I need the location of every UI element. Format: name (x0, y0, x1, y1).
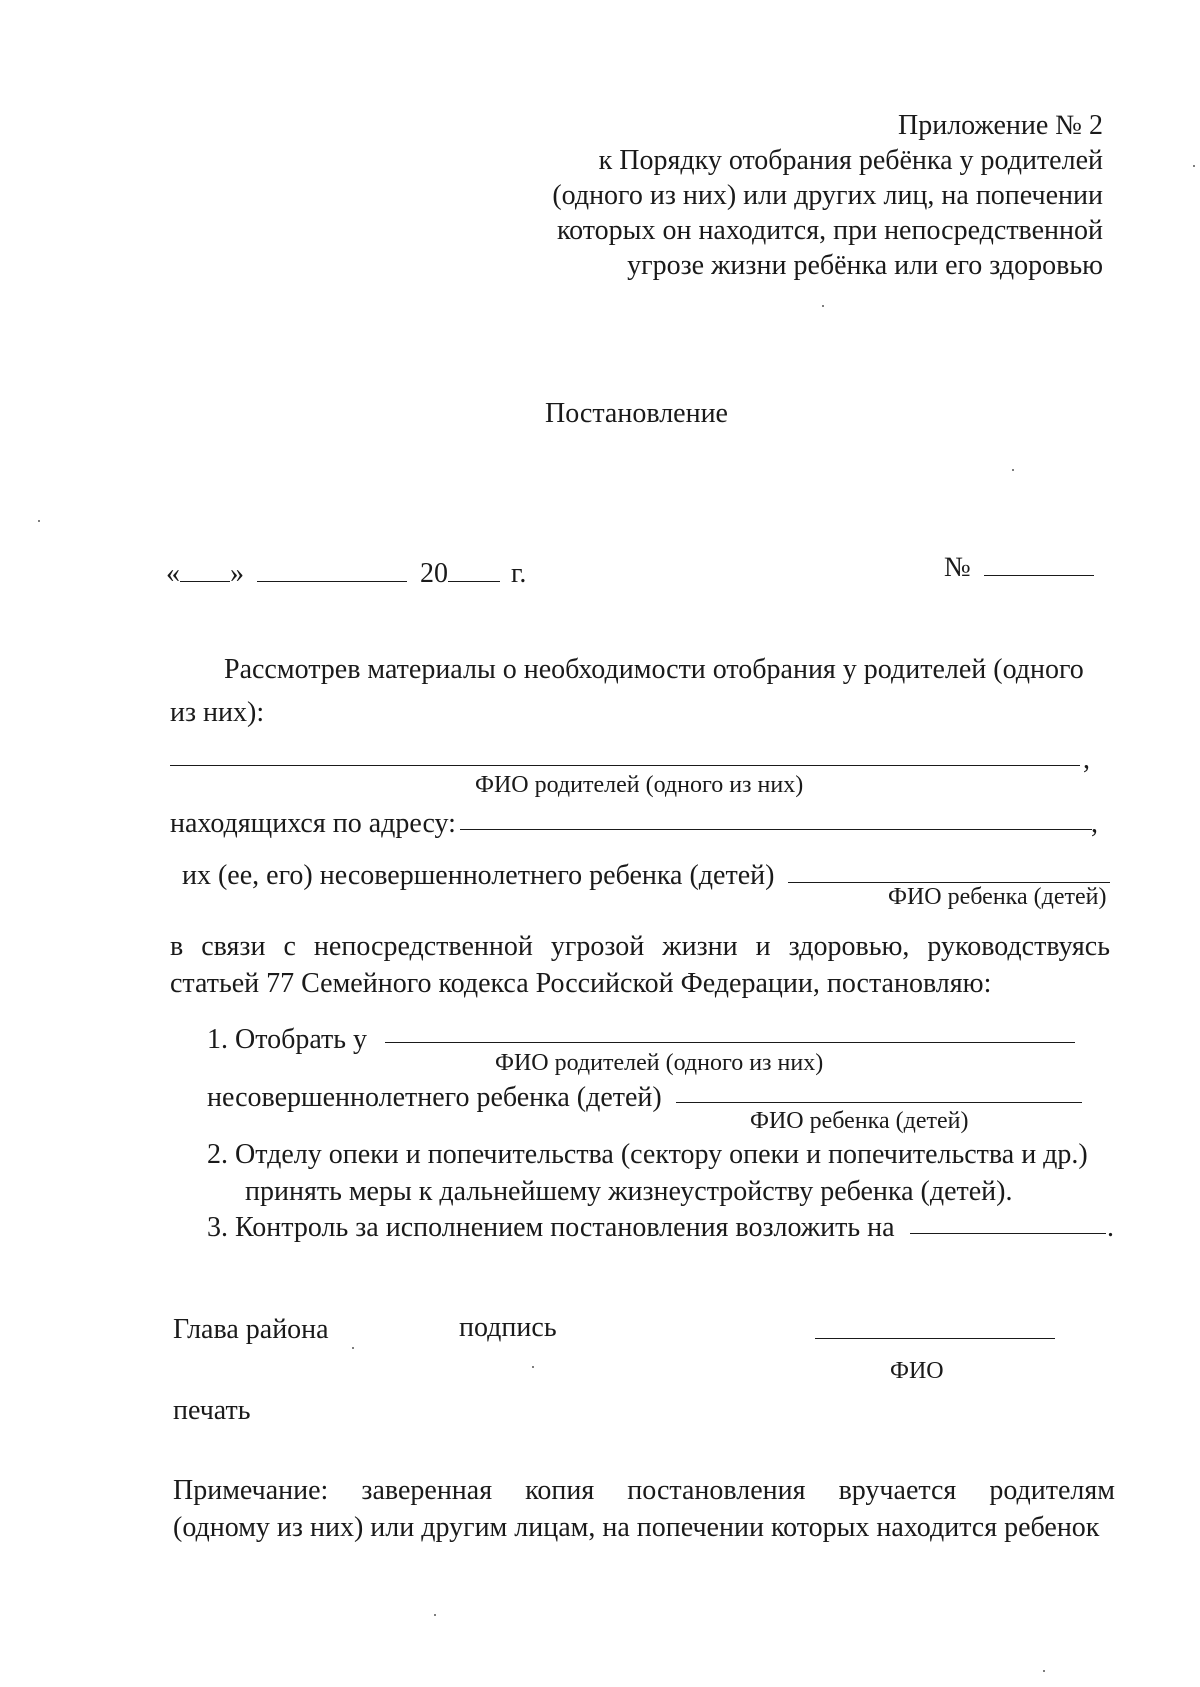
day-blank (180, 561, 230, 582)
position-label: Глава района (173, 1314, 329, 1345)
item-1-caption: ФИО родителей (одного из них) (495, 1050, 824, 1076)
appendix-block (552, 108, 1103, 283)
reason-line-1: в связи с непосредственной угрозой жизни и здоровью, руководствуясь (170, 931, 1110, 962)
item-2-line-2: принять меры к дальнейшему жизнеустройству ребенка (детей). (245, 1176, 1013, 1207)
scan-speck (532, 1366, 534, 1368)
address-comma: , (1091, 808, 1098, 839)
number-label: № (944, 552, 971, 583)
scan-speck (1043, 1670, 1045, 1672)
item-3-blank (910, 1233, 1106, 1234)
reason-line-2: статьей 77 Семейного кодекса Российской Федерации, постановляю: (170, 968, 992, 999)
appendix-line-3: (одного из них) или других лиц, на попечении (552, 180, 1103, 211)
address-label: находящихся по адресу: (170, 808, 456, 839)
year-suffix: г. (511, 558, 527, 589)
address-blank (460, 829, 1092, 830)
item-3-label: 3. Контроль за исполнением постановления возложить на (207, 1212, 895, 1243)
open-quote: « (166, 558, 180, 589)
intro-line-2: из них): (170, 697, 265, 728)
item-2-line-1: 2. Отделу опеки и попечительства (сектору опеки и попечительства и др.) (207, 1139, 1088, 1170)
child-label: их (ее, его) несовершеннолетнего ребенка (детей) (182, 860, 775, 891)
parents-comma: , (1083, 744, 1090, 775)
scan-speck (1193, 165, 1195, 167)
parents-caption: ФИО родителей (одного из них) (475, 772, 804, 798)
scan-speck (352, 1347, 354, 1349)
scan-speck (38, 520, 40, 522)
appendix-line-2: к Порядку отобрания ребёнка у родителей (598, 145, 1103, 176)
scan-speck (822, 305, 824, 307)
item-3-period: . (1107, 1212, 1114, 1243)
scan-speck (434, 1614, 436, 1616)
signature-fio-blank (815, 1338, 1055, 1339)
fio-label: ФИО (890, 1358, 944, 1384)
appendix-line-4: которых он находится, при непосредственной (556, 215, 1103, 246)
appendix-line-1: Приложение № 2 (898, 110, 1103, 141)
date-line (166, 558, 526, 590)
month-blank (257, 561, 407, 582)
child-fio-blank (788, 882, 1110, 883)
child-caption: ФИО ребенка (детей) (888, 884, 1107, 910)
signature-label: подпись (459, 1312, 557, 1343)
year-blank (448, 561, 500, 582)
appendix-line-5: угрозе жизни ребёнка или его здоровью (627, 250, 1103, 281)
number-field (944, 552, 1094, 584)
note-line-1: Примечание: заверенная копия постановления вручается родителям (173, 1475, 1115, 1506)
close-quote: » (230, 558, 244, 589)
note-line-2: (одному из них) или другим лицам, на попечении которых находится ребенок (173, 1512, 1100, 1543)
scan-speck (1012, 469, 1014, 471)
item-1-parents-blank (385, 1042, 1075, 1043)
number-blank (984, 555, 1094, 576)
parents-fio-blank (170, 765, 1080, 766)
year-prefix: 20 (420, 558, 448, 589)
item-1-child-blank (676, 1102, 1082, 1103)
item-1-child-caption: ФИО ребенка (детей) (750, 1108, 969, 1134)
item-1-child-label: несовершеннолетнего ребенка (детей) (207, 1082, 662, 1113)
intro-line-1: Рассмотрев материалы о необходимости отобрания у родителей (одного (224, 654, 1084, 685)
document-title: Постановление (545, 398, 728, 429)
item-1-label: 1. Отобрать у (207, 1024, 368, 1055)
seal-label: печать (173, 1395, 251, 1426)
